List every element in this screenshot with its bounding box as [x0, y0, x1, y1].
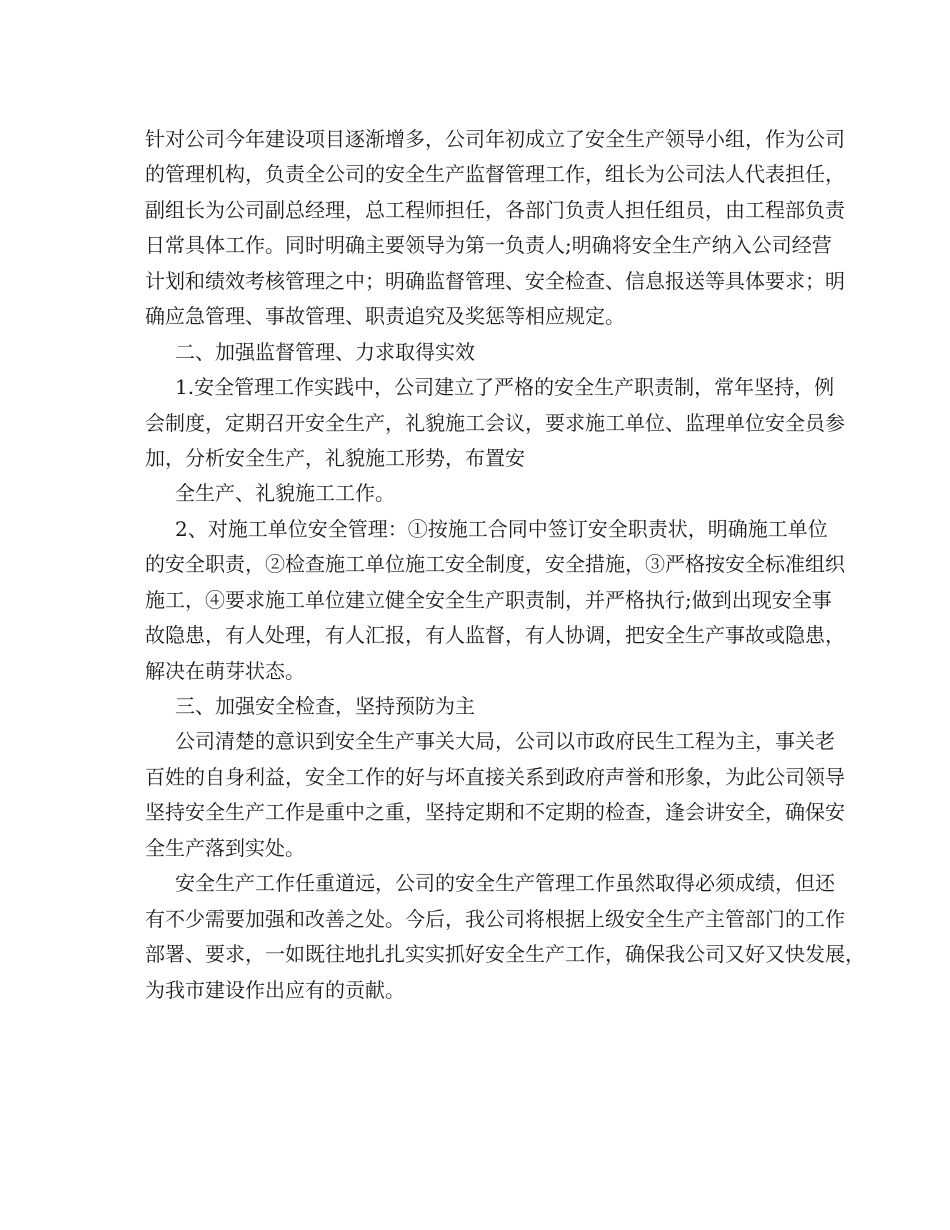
paragraph-line: 计划和绩效考核管理之中；明确监督管理、安全检查、信息报送等具体要求；明 [145, 268, 845, 293]
paragraph-line: 施工，④要求施工单位建立健全安全生产职责制，并严格执行;做到出现安全事 [145, 587, 832, 612]
paragraph-line: 故隐患，有人处理，有人汇报，有人监督，有人协调，把安全生产事故或隐患， [145, 623, 845, 648]
section-heading: 三、加强安全检查，坚持预防为主 [175, 694, 475, 718]
paragraph-line: 解决在萌芽状态。 [145, 658, 305, 683]
paragraph-line: 公司清楚的意识到安全生产事关大局，公司以市政府民生工程为主，事关老 [175, 729, 835, 754]
section-heading: 二、加强监督管理、力求取得实效 [175, 339, 475, 364]
paragraph-line: 的安全职责，②检查施工单位施工安全制度，安全措施，③严格按安全标准组织 [145, 552, 845, 577]
paragraph-line: 副组长为公司副总经理，总工程师担任，各部门负责人担任组员，由工程部负责 [145, 197, 845, 222]
paragraph-line: 安全生产工作任重道远，公司的安全生产管理工作虽然取得必须成绩，但还 [175, 871, 835, 896]
paragraph-line: 会制度，定期召开安全生产，礼貌施工会议，要求施工单位、监理单位安全员参 [145, 410, 845, 435]
paragraph-line: 全生产落到实处。 [145, 835, 305, 860]
paragraph-line: 坚持安全生产工作是重中之重，坚持定期和不定期的检查，逢会讲安全，确保安 [145, 800, 845, 825]
paragraph-line: 确应急管理、事故管理、职责追究及奖惩等相应规定。 [145, 304, 625, 329]
paragraph-line: 百姓的自身利益，安全工作的好与坏直接关系到政府声誉和形象，为此公司领导 [145, 764, 845, 789]
paragraph-line: 部署、要求，一如既往地扎扎实实抓好安全生产工作，确保我公司又好又快发展， [145, 942, 865, 967]
paragraph-line: 1.安全管理工作实践中，公司建立了严格的安全生产职责制，常年坚持，例 [175, 375, 835, 400]
paragraph-line: 有不少需要加强和改善之处。今后，我公司将根据上级安全生产主管部门的工作 [145, 906, 845, 931]
paragraph-line: 的管理机构，负责全公司的安全生产监督管理工作，组长为公司法人代表担任， [145, 162, 845, 187]
paragraph-line: 针对公司今年建设项目逐渐增多，公司年初成立了安全生产领导小组，作为公司 [145, 127, 845, 151]
paragraph-line: 全生产、礼貌施工工作。 [175, 481, 395, 506]
paragraph-line: 加，分析安全生产，礼貌施工形势，布置安 [145, 445, 525, 470]
paragraph-line: 日常具体工作。同时明确主要领导为第一负责人;明确将安全生产纳入公司经营 [145, 233, 832, 258]
paragraph-line: 2、对施工单位安全管理：①按施工合同中签订安全职责状，明确施工单位 [175, 516, 828, 541]
document-body [145, 122, 865, 1008]
paragraph-line: 为我市建设作出应有的贡献。 [145, 977, 405, 1002]
